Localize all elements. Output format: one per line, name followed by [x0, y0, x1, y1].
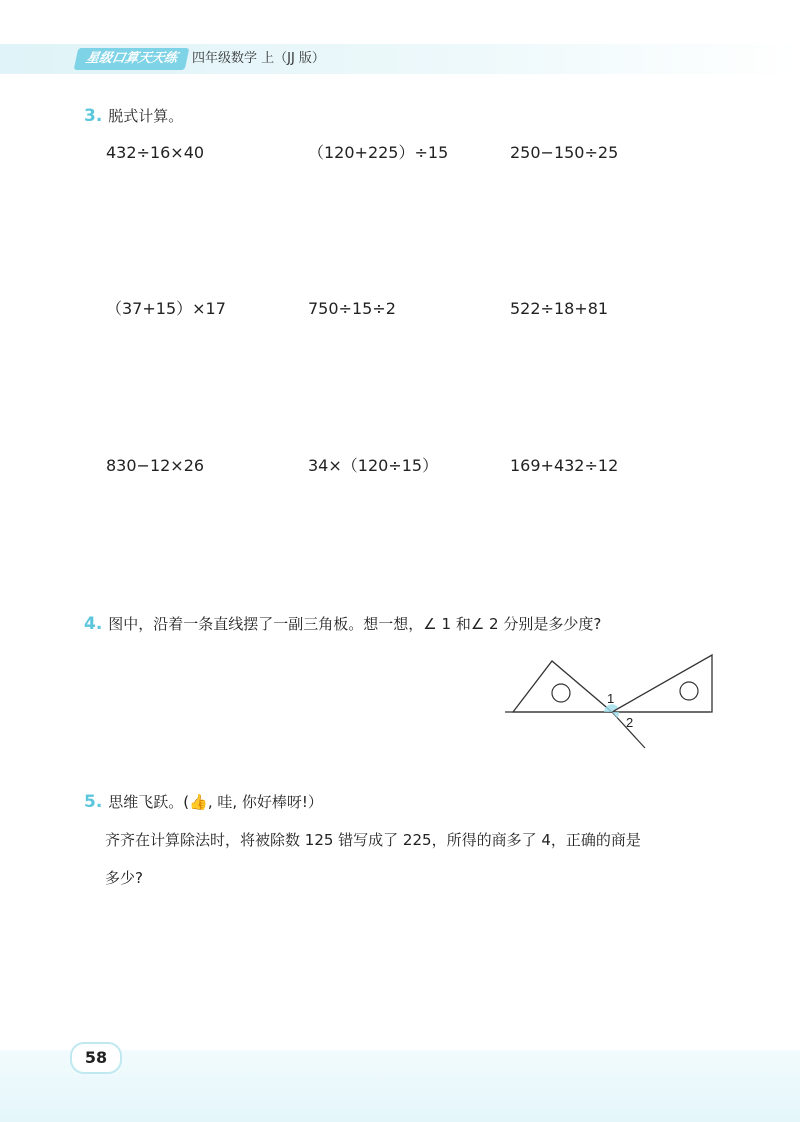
q3-heading	[84, 106, 183, 126]
angle-2-label: 2	[626, 715, 634, 730]
right-triangle	[612, 655, 712, 712]
triangle-rulers-diagram	[505, 650, 725, 750]
page-number: 58	[70, 1042, 122, 1074]
q5-title-suffix: , 哇, 你好棒呀!）	[207, 793, 323, 811]
q5-line-2: 多少?	[105, 869, 143, 887]
q3-title: 脱式计算。	[108, 107, 184, 125]
q4-text: 图中，沿着一条直线摆了一副三角板。想一想，∠ 1 和∠ 2 分别是多少度?	[108, 615, 602, 633]
expression-3: 250−150÷25	[510, 143, 619, 162]
expression-2: （120+225）÷15	[308, 143, 449, 162]
q5-number: 5.	[84, 792, 103, 812]
thumbs-up-icon: 👍	[189, 793, 208, 811]
left-triangle-hole	[552, 684, 570, 702]
q4-number: 4.	[84, 614, 103, 634]
expression-8: 34×（120÷15）	[308, 456, 439, 475]
expression-4: （37+15）×17	[106, 299, 226, 318]
series-tag: 星级口算天天练	[74, 48, 190, 70]
expression-9: 169+432÷12	[510, 456, 619, 475]
angle-2-mark	[612, 712, 619, 718]
book-title: 四年级数学 上（JJ 版）	[192, 51, 325, 66]
q5-heading	[84, 792, 323, 812]
right-triangle-hole	[680, 682, 698, 700]
q5-title: 思维飞跃。(	[108, 793, 190, 811]
q4-heading	[84, 614, 601, 634]
expression-1: 432÷16×40	[106, 143, 205, 162]
left-triangle	[513, 661, 615, 712]
q5-line-1: 齐齐在计算除法时，将被除数 125 错写成了 225，所得的商多了 4，正确的商是	[105, 831, 641, 849]
expression-6: 522÷18+81	[510, 299, 609, 318]
q3-number: 3.	[84, 106, 103, 126]
angle-1-label: 1	[607, 691, 615, 706]
expression-7: 830−12×26	[106, 456, 205, 475]
expression-5: 750÷15÷2	[308, 299, 396, 318]
